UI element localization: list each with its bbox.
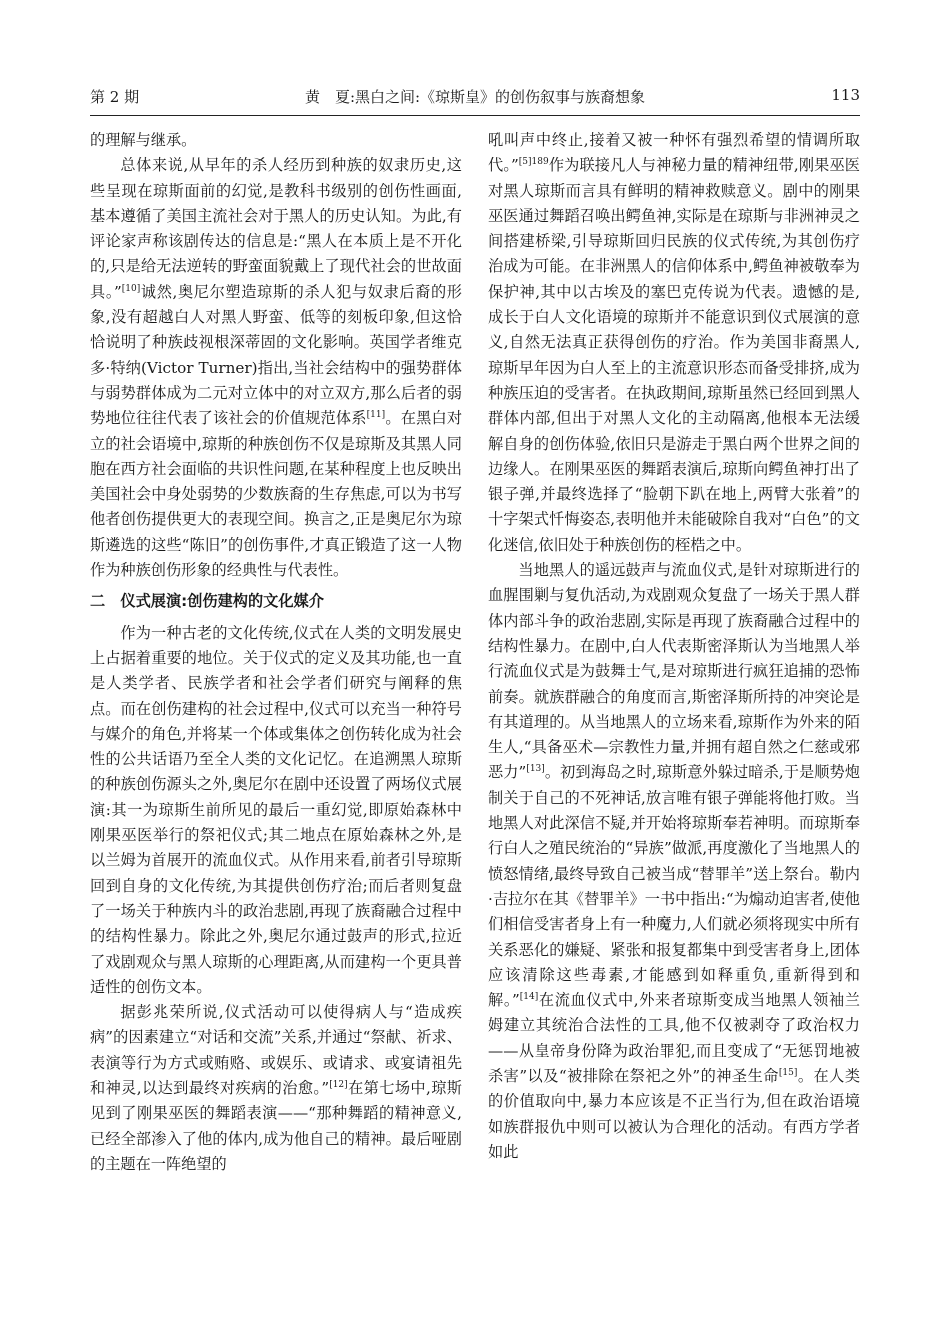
left-column: [90, 128, 462, 1177]
paragraph: 吼叫声中终止,接着又被一种怀有强烈希望的情调所取代。”$^{[5]189}$作为联接凡人与神秘力量的精神纽带,刚果巫医对黑人琼斯而言具有鲜明的精神救赎意义。剧中的刚果巫医通过舞蹈召唤出鳄鱼神,实际是在琼斯与非洲神灵之间搭建桥梁,引导琼斯回归民族的仪式传统,为其创伤疗治成为可能。在非洲黑人的信仰体系中,鳄鱼神被敬奉为保护神,其中以古埃及的塞巴克传说为代表。遗憾的是,成长于白人文化语境的琼斯并不能意识到仪式展演的意义,自然无法真正获得创伤的疗治。作为美国非裔黑人,琼斯早年因为白人至上的主流意识形态而备受排挤,成为种族压迫的受害者。在执政期间,琼斯虽然已经回到黑人群体内部,但出于对黑人文化的主动隔离,他根本无法缓解自身的创伤体验,依旧只是游走于黑白两个世界之间的边缘人。在刚果巫医的舞蹈表演后,琼斯向鳄鱼神打出了银子弹,并最终选择了“脸朝下趴在地上,两臂大张着”的十字架式忏悔姿态,表明他并未能破除自我对“白色”的文化迷信,依旧处于种族创伤的桎梏之中。: [488, 131, 860, 554]
citation-ref: [5]189: [518, 157, 549, 168]
citation-ref: [13]: [526, 764, 545, 775]
paragraph: 据彭兆荣所说,仪式活动可以使得病人与“造成疾病”的因素建立“对话和交流”关系,并通过“祭献、祈求、表演等行为方式或贿赂、或娱乐、或请求、或宴请祖先和神灵,以达到最终对疾病的治愈。”[12]在第七场中,琼斯见到了刚果巫医的舞蹈表演——“那种舞蹈的精神意义,已经全部渗入了他的体内,成为他自己的精神。最后哑剧的主题在一阵绝望的: [90, 1003, 462, 1173]
citation-ref: [14]: [519, 992, 539, 1003]
citation-ref: [11]: [366, 410, 386, 421]
paragraph: 作为一种古老的文化传统,仪式在人类的文明发展史上占据着重要的地位。关于仪式的定义及其功能,也一直是人类学者、民族学者和社会学者们研究与阐释的焦点。而在创伤建构的社会过程中,仪式可以充当一种符号与媒介的角色,并将某一个体或集体之创伤转化成为社会性的公共话语乃至全人类的文化记忆。在追溯黑人琼斯的种族创伤源头之外,奥尼尔在剧中还设置了两场仪式展演:其一为琼斯生前所见的最后一重幻觉,即原始森林中刚果巫医举行的祭祀仪式;其二地点在原始森林之外,是以兰姆为首展开的流血仪式。从作用来看,前者引导琼斯回到自身的文化传统,为其提供创伤疗治;而后者则复盘了一场关于种族内斗的政治悲剧,再现了族裔融合过程中的结构性暴力。除此之外,奥尼尔通过鼓声的形式,拉近了戏剧观众与黑人琼斯的心理距离,从而建构一个更具普适性的创伤文本。: [90, 623, 462, 996]
citation-ref: [15]: [778, 1067, 798, 1078]
running-header: [90, 86, 860, 116]
paragraph: 总体来说,从早年的杀人经历到种族的奴隶历史,这些呈现在琼斯面前的幻觉,是教科书级别的创伤性画面,基本遵循了美国主流社会对于黑人的历史认知。为此,有评论家声称该剧传达的信息是:“黑人在本质上是不开化的,只是给无法逆转的野蛮面貌戴上了现代社会的世故面具。”[10]诚然,奥尼尔塑造琼斯的杀人犯与奴隶后裔的形象,没有超越白人对黑人野蛮、低等的刻板印象,但这恰恰说明了种族歧视根深蒂固的文化影响。英国学者维克多·特纳(Victor Turner)指出,当社会结构中的强势群体与弱势群体成为二元对立体中的对立双方,那么后者的弱势地位往往代表了该社会的价值规范体系[11]。在黑白对立的社会语境中,琼斯的种族创伤不仅是琼斯及其黑人同胞在西方社会面临的共识性问题,在某种程度上也反映出美国社会中身处弱势的少数族裔的生存焦虑,可以为书写他者创伤提供更大的表现空间。换言之,正是奥尼尔为琼斯遴选的这些“陈旧”的创伤事件,才真正锻造了这一人物作为种族创伤形象的经典性与代表性。: [90, 156, 463, 580]
paragraph: 当地黑人的遥远鼓声与流血仪式,是针对琼斯进行的血腥围剿与复仇活动,为戏剧观众复盘了一场关于黑人群体内部斗争的政治悲剧,实际是再现了族裔融合过程中的结构性暴力。在剧中,白人代表斯密泽斯认为当地黑人举行流血仪式是为鼓舞士气,是对琼斯进行疯狂追捕的恐怖前奏。就族群融合的角度而言,斯密泽斯所持的冲突论是有其道理的。从当地黑人的立场来看,琼斯作为外来的陌生人,“具备巫术—宗教性力量,并拥有超自然之仁慈或邪恶力”[13]。初到海岛之时,琼斯意外躲过暗杀,于是顺势炮制关于自己的不死神话,放言唯有银子弹能将他打败。当地黑人对此深信不疑,并开始将琼斯奉若神明。而琼斯奉行白人之殖民统治的“异族”做派,再度激化了当地黑人的愤怒情绪,最终导致自己被当成“替罪羊”送上祭台。勒内·吉拉尔在其《替罪羊》一书中指出:“为煽动迫害者,使他们相信受害者身上有一种魔力,人们就必须将现实中所有关系恶化的嫌疑、紧张和报复都集中到受害者身上,团体应该清除这些毒素,才能感到如释重负,重新得到和解。”[14]在流血仪式中,外来者琼斯变成当地黑人领袖兰姆建立其统治合法性的工具,他不仅被剥夺了政治权力——从皇帝身份降为政治罪犯,而且变成了“无惩罚地被杀害”以及“被排除在祭祀之外”的神圣生命[15]。在人类的价值取向中,暴力本应该是不正当行为,但在政治语境如族群报仇中则可以被认为合理化的活动。有西方学者如此: [488, 561, 861, 1161]
header-rule: [90, 115, 860, 116]
running-title: 黄 夏:黑白之间:《琼斯皇》的创伤叙事与族裔想象: [304, 88, 646, 106]
paragraph: 的理解与继承。: [90, 131, 197, 149]
section-heading: 二 仪式展演:创伤建构的文化媒介: [90, 592, 324, 611]
issue-label: 第 2 期: [90, 88, 140, 106]
citation-ref: [10]: [121, 283, 141, 294]
citation-ref: [12]: [329, 1079, 348, 1090]
right-column: [488, 128, 860, 1165]
page-number: 113: [831, 86, 860, 104]
